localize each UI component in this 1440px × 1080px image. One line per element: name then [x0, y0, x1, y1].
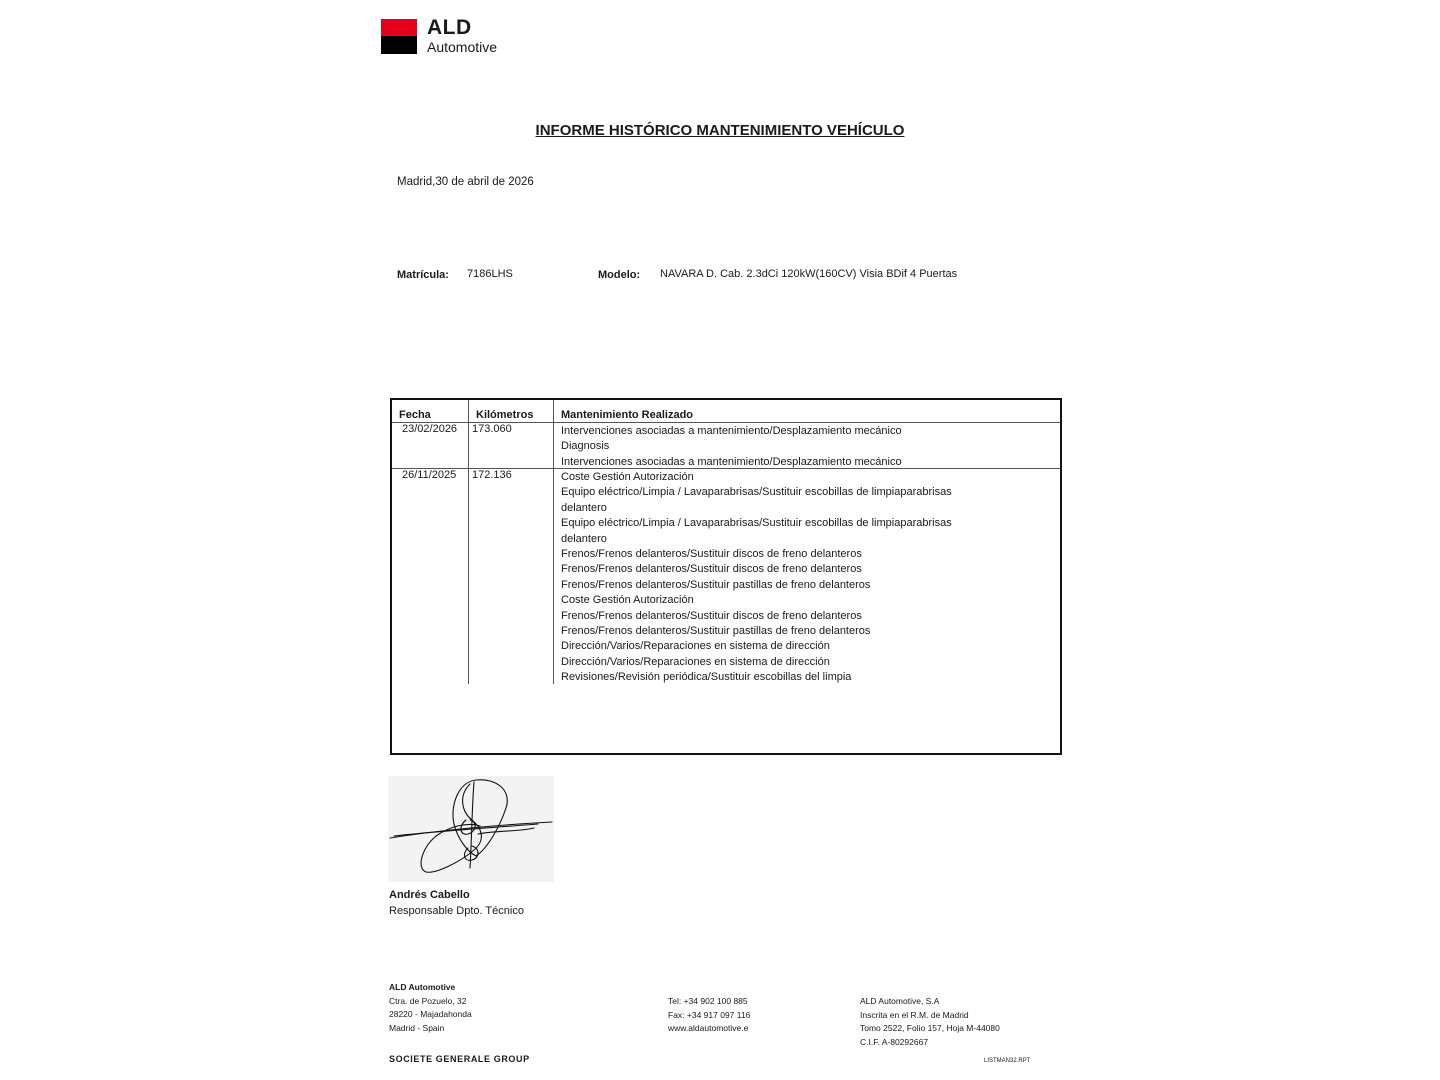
row-work-list: [561, 470, 1041, 686]
list-item: delantero: [561, 501, 607, 514]
footer-group: SOCIETE GENERALE GROUP: [389, 1054, 530, 1064]
footer-company: ALD Automotive: [389, 982, 456, 992]
list-item: Frenos/Frenos delanteros/Sustituir discos de freno delanteros: [561, 563, 862, 576]
header-km: Kilómetros: [476, 409, 534, 421]
list-item: Coste Gestión Autorización: [561, 594, 694, 607]
plate-label: Matrícula:: [397, 269, 449, 281]
list-item: Frenos/Frenos delanteros/Sustituir discos de freno delanteros: [561, 548, 862, 561]
row-km: 172.136: [472, 469, 512, 481]
list-item: Equipo eléctrico/Limpia / Lavaparabrisas/Sustituir escobillas de limpiaparabrisas: [561, 486, 952, 499]
list-item: delantero: [561, 532, 607, 545]
row-work-list: [561, 424, 1041, 470]
header-date: Fecha: [399, 409, 431, 421]
report-title: INFORME HISTÓRICO MANTENIMIENTO VEHÍCULO: [535, 122, 905, 139]
footer-registry: [860, 995, 1000, 1050]
footer-registry-line: ALD Automotive, S.A: [860, 996, 940, 1006]
list-item: Intervenciones asociadas a mantenimiento/Desplazamiento mecánico: [561, 425, 902, 437]
list-item: Frenos/Frenos delanteros/Sustituir pastillas de freno delanteros: [561, 578, 871, 591]
row-date: 26/11/2025: [402, 469, 457, 481]
logo-brand: ALD: [427, 16, 472, 39]
footer-website-link[interactable]: www.aldautomotive.e: [668, 1023, 749, 1034]
model-label: Modelo:: [598, 269, 641, 281]
header-work: Mantenimiento Realizado: [561, 409, 694, 421]
logo-subbrand: Automotive: [427, 39, 498, 55]
plate-value: 7186LHS: [467, 268, 513, 280]
report-date: Madrid,30 de abril de 2026: [397, 176, 534, 188]
column-divider: [553, 400, 554, 684]
footer-phone: Tel: +34 902 100 885: [668, 996, 748, 1006]
signatory-role: Responsable Dpto. Técnico: [389, 905, 524, 917]
list-item: Frenos/Frenos delanteros/Sustituir pastillas de freno delanteros: [561, 625, 871, 638]
list-item: Diagnosis: [561, 440, 610, 453]
row-date: 23/02/2026: [402, 423, 458, 435]
footer-address: [389, 981, 472, 1036]
footer-address-line: 28220 - Majadahonda: [389, 1009, 472, 1020]
ald-logo: [381, 16, 511, 57]
column-divider: [468, 400, 469, 684]
footer-fax: Fax: +34 917 097 116: [668, 1009, 751, 1020]
maintenance-table: [390, 398, 1062, 755]
footer-contact: [668, 995, 750, 1036]
list-item: Dirección/Varios/Reparaciones en sistema de dirección: [561, 640, 830, 653]
list-item: Dirección/Varios/Reparaciones en sistema de dirección: [561, 655, 830, 668]
report-reference: LISTMAN32.RPT: [984, 1058, 1031, 1064]
signature-image: [388, 776, 554, 882]
footer-registry-line: Inscrita en el R.M. de Madrid: [860, 1009, 969, 1020]
footer-registry-line: C.I.F. A-80292667: [860, 1037, 929, 1048]
list-item: Frenos/Frenos delanteros/Sustituir discos de freno delanteros: [561, 609, 862, 622]
signatory-name: Andrés Cabello: [389, 889, 470, 901]
footer-address-line: Ctra. de Pozuelo, 32: [389, 995, 467, 1006]
list-item: Equipo eléctrico/Limpia / Lavaparabrisas/Sustituir escobillas de limpiaparabrisas: [561, 517, 952, 530]
model-value: NAVARA D. Cab. 2.3dCi 120kW(160CV) Visia BDif 4 Puertas: [660, 268, 958, 280]
list-item: Coste Gestión Autorización: [561, 471, 694, 483]
footer-registry-line: Tomo 2522, Folio 157, Hoja M-44080: [860, 1023, 1000, 1034]
list-item: Intervenciones asociadas a mantenimiento/Desplazamiento mecánico: [561, 455, 902, 468]
footer-address-line: Madrid - Spain: [389, 1023, 445, 1034]
list-item: Revisiones/Revisión periódica/Sustituir escobillas del limpia: [561, 671, 852, 684]
row-km: 173.060: [472, 423, 512, 435]
